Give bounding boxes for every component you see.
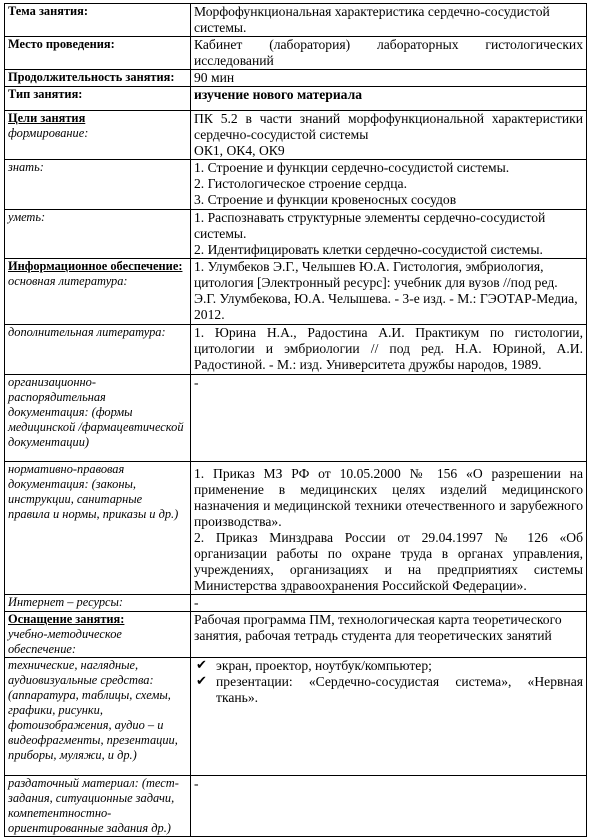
know-item: 1. Строение и функции сердечно-сосудистой системы. (194, 160, 510, 175)
row-know (5, 160, 587, 210)
place-label: Место проведения: (5, 37, 191, 70)
handout-label: раздаточный материал: (тест-задания, ситуационные задачи, компетентностно-ориентированные задания др.) (5, 776, 191, 837)
goals-label: Цели занятия (8, 111, 86, 125)
internet-label: Интернет – ресурсы: (5, 595, 191, 612)
row-handout (5, 776, 587, 837)
info-label: Информационное обеспечение: (8, 259, 183, 273)
topic-label: Тема занятия: (5, 4, 191, 37)
info-value: 1. Улумбеков Э.Г., Челышев Ю.А. Гистология, эмбриология, цитология [Электронный ресурс]: учебник для вузов //под ред. Э.Г. Улумбекова, Ю.А. Челышева. - 3-е изд. - М.: ГЭОТАР-Медиа, 2012. (191, 259, 587, 325)
place-value: Кабинет (лаборатория) лабораторных гистологических исследований (194, 37, 583, 68)
duration-value: 90 мин (191, 70, 587, 87)
know-item: 2. Гистологическое строение сердца. (194, 176, 407, 191)
know-label: знать: (5, 160, 191, 210)
check-icon: ✔ (196, 674, 207, 689)
row-legal-docs (5, 462, 587, 595)
topic-value: Морфофункциональная характеристика сердечно-сосудистой системы. (191, 4, 587, 37)
extra-lit-label: дополнительная литература: (5, 325, 191, 375)
row-duration (5, 70, 587, 87)
row-place (5, 37, 587, 70)
tech-list (194, 658, 583, 706)
lesson-plan-table (4, 3, 587, 837)
row-topic (5, 4, 587, 37)
type-value: изучение нового материала (191, 87, 587, 111)
duration-label: Продолжительность занятия: (5, 70, 191, 87)
goals-sublabel: формирование: (8, 126, 89, 140)
know-item: 3. Строение и функции кровеносных сосудов (194, 192, 457, 207)
check-icon: ✔ (196, 658, 207, 673)
extra-lit-value: 1. Юрина Н.А., Радостина А.И. Практикум по гистологии, цитологии и эмбриологии // под ред. Н.А. Юриной, А.И. Радостиной. - М.: изд. Университета дружбы народов, 1989. (194, 325, 583, 372)
org-docs-label: организационно-распорядительная документация: (формы медицинской /фармацевтической документации) (5, 375, 191, 462)
org-docs-value: - (191, 375, 587, 462)
handout-value: - (191, 776, 587, 837)
internet-value: - (191, 595, 587, 612)
row-goals (5, 111, 587, 160)
row-type (5, 87, 587, 111)
legal-doc-item: 2. Приказ Минздрава России от 29.04.1997 № 126 «Об организации работы по охране труда в органах управления, учреждениях, организациях и на предприятиях системы Министерства здравоохранения Российской Федерации». (194, 530, 583, 593)
tech-label: технические, наглядные, аудиовизуальные средства: (аппаратура, таблицы, схемы, графики, рисунки, фотоизображения, аудио – и видеофрагменты, презентации, приборы, муляжи, и др.) (5, 658, 191, 776)
tech-item: ✔ экран, проектор, ноутбук/компьютер; (196, 658, 432, 673)
goals-value-general: ОК1, ОК4, ОК9 (194, 143, 285, 158)
skills-item: 1. Распознавать структурные элементы сердечно-сосудистой системы. (194, 210, 546, 241)
goals-value-competence: ПК 5.2 в части знаний морфофункциональной характеристики сердечно-сосудистой системы (194, 111, 583, 142)
legal-docs-label: нормативно-правовая документация: (законы, инструкции, санитарные правила и нормы, приказы и др.) (5, 462, 191, 595)
skills-item: 2. Идентифицировать клетки сердечно-сосудистой системы. (194, 242, 543, 257)
type-label: Тип занятия: (5, 87, 191, 111)
legal-doc-item: 1. Приказ МЗ РФ от 10.05.2000 № 156 «О разрешении на применение в медицинских целях изделий медицинского назначения и медицинской техники отечественного и зарубежного производства». (194, 466, 583, 529)
equipment-value: Рабочая программа ПМ, технологическая карта теоретического занятия, рабочая тетрадь студента для теоретических занятий (191, 612, 587, 658)
info-sublabel: основная литература: (8, 274, 128, 288)
row-org-docs (5, 375, 587, 462)
row-equipment (5, 612, 587, 658)
row-info (5, 259, 587, 325)
row-extra-lit (5, 325, 587, 375)
tech-item: ✔ презентации: «Сердечно-сосудистая система», «Нервная ткань». (196, 674, 583, 705)
row-tech (5, 658, 587, 776)
row-skills (5, 210, 587, 259)
skills-label: уметь: (5, 210, 191, 259)
equipment-sublabel: учебно-методическое обеспечение: (8, 627, 122, 656)
equipment-label: Оснащение занятия: (8, 612, 125, 626)
row-internet (5, 595, 587, 612)
